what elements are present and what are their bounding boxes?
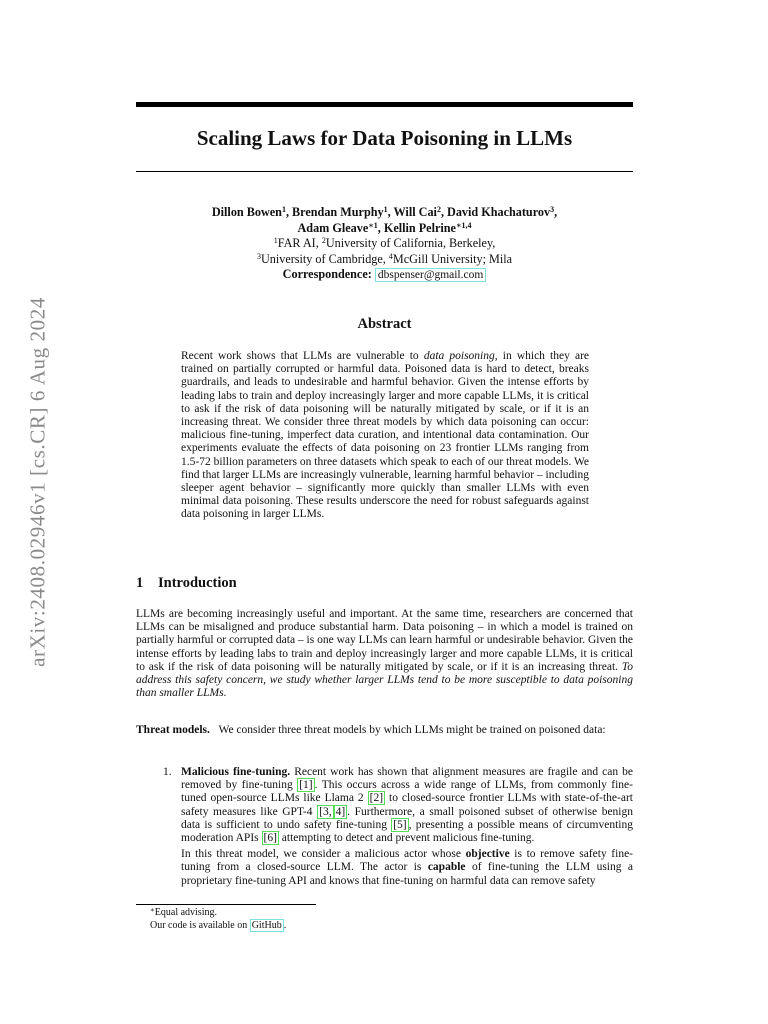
citation-link[interactable]: [1] [299,779,313,792]
section-heading-introduction: 1 Introduction [136,575,237,591]
intro-paragraph: LLMs are becoming increasingly useful and important. At the same time, researchers are concerned that LLMs can be misaligned and produce substantial harm. Data poisoning – in which a model is trained on partially harmful or corrupted data – is one way LLMs can learn harmful or undesirable behavior. Given the intense efforts by leading labs to train and deploy increasingly larger and more capable LLMs, it is critical to ask if the risk of data poisoning will be naturally mitigated by scale, or if it is an increasing threat. To address this safety concern, we study whether larger LLMs tend to be more susceptible to data poisoning than smaller LLMs. [136,608,633,700]
title-top-rule [136,102,633,107]
correspondence-line: Correspondence: dbspenser@gmail.com [136,267,633,284]
list-number: 1. [163,766,172,778]
author-name: Dillon Bowen [211,205,282,219]
citation-link[interactable]: [5] [393,818,407,831]
correspondence-email-link[interactable]: dbspenser@gmail.com [375,268,486,282]
author-name: Adam Gleave [297,220,369,235]
footnote-equal-advising: ∗Equal advising. [150,906,217,918]
list-item-paragraph: In this threat model, we consider a malicious actor whose objective is to remove safety fine-tuning from a closed-source LLM. The actor is capable of fine-tuning the LLM using a proprietary fine-tuning API and knows that fine-tuning on harmful data can remove safety [181,848,634,887]
paper-title: Scaling Laws for Data Poisoning in LLMs [196,126,573,150]
author-name: Kellin Pelrine [383,220,456,235]
title-bottom-rule [136,171,633,172]
github-link[interactable]: GitHub [251,919,282,931]
citation-link[interactable]: [6] [263,832,277,845]
threat-models-paragraph: Threat models. We consider three threat models by which LLMs might be trained on poisoned data: [136,724,606,736]
citation-link[interactable]: [3, [319,805,332,818]
author-block [136,205,633,284]
arxiv-identifier: arXiv:2408.02946v1 [cs.CR] 6 Aug 2024 [25,297,50,667]
citation-link[interactable]: 4] [335,805,346,818]
citation-link[interactable]: [2] [369,792,384,805]
footnotes [150,907,286,932]
list-item-paragraph: Malicious fine-tuning. Recent work has shown that alignment measures are fragile and can be removed by fine-tuning [1] . This occurs across a wide range of LLMs, from commonly fine-tuned open-source LLMs like Llama 2 [2] to closed-source frontier LLMs with state-of-the-art safety measures like GPT-4 [3, 4] . Furthermore, a small poisoned subset of otherwise benign data is sufficient to undo safety fine-tuning [5] , presenting a possible means of circumventing moderation APIs [6] attempting to detect and prevent malicious fine-tuning. [181,766,633,845]
author-name: Will Cai [393,205,437,219]
author-names: Dillon Bowen$^1$, Brendan Murphy$^1$, Will Cai$^2$, David Khachaturov$^3$, Adam Gleave$^{∗1}$, Kellin Pelrine$^{∗1,4}$ [211,205,558,235]
author-name: Brendan Murphy [292,205,384,219]
abstract-text: Recent work shows that LLMs are vulnerable to data poisoning, in which they are trained on partially corrupted or harmful data. Poisoned data is hard to detect, breaks guardrails, and leads to undesirable and harmful behavior. Given the intense efforts by leading labs to train and deploy increasingly larger and more capable LLMs, it is critical to ask if the risk of data poisoning will be naturally mitigated by scale, or if it is an increasing threat. We consider three threat models by which data poisoning can occur: malicious fine-tuning, imperfect data curation, and intentional data contamination. Our experiments evaluate the effects of data poisoning on 23 frontier LLMs ranging from 1.5-72 billion parameters on three datasets which speak to each of our threat models. We find that larger LLMs are increasingly vulnerable, learning harmful behavior – including sleeper agent behavior – significantly more quickly than smaller LLMs with even minimal data poisoning. These results underscore the need for robust safeguards against data poisoning in larger LLMs. [181,350,589,521]
author-name: David Khachaturov [447,205,551,219]
threat-model-list-item [181,766,633,888]
affiliation-line: $^3$University of Cambridge, $^4$McGill University; Mila [256,251,513,266]
abstract-heading: Abstract [357,316,412,332]
footnote-code: Our code is available on GitHub . [150,919,287,931]
footnote-rule [136,904,316,905]
affiliation-line: $^1$FAR AI, $^2$University of California, Berkeley, [273,236,496,250]
